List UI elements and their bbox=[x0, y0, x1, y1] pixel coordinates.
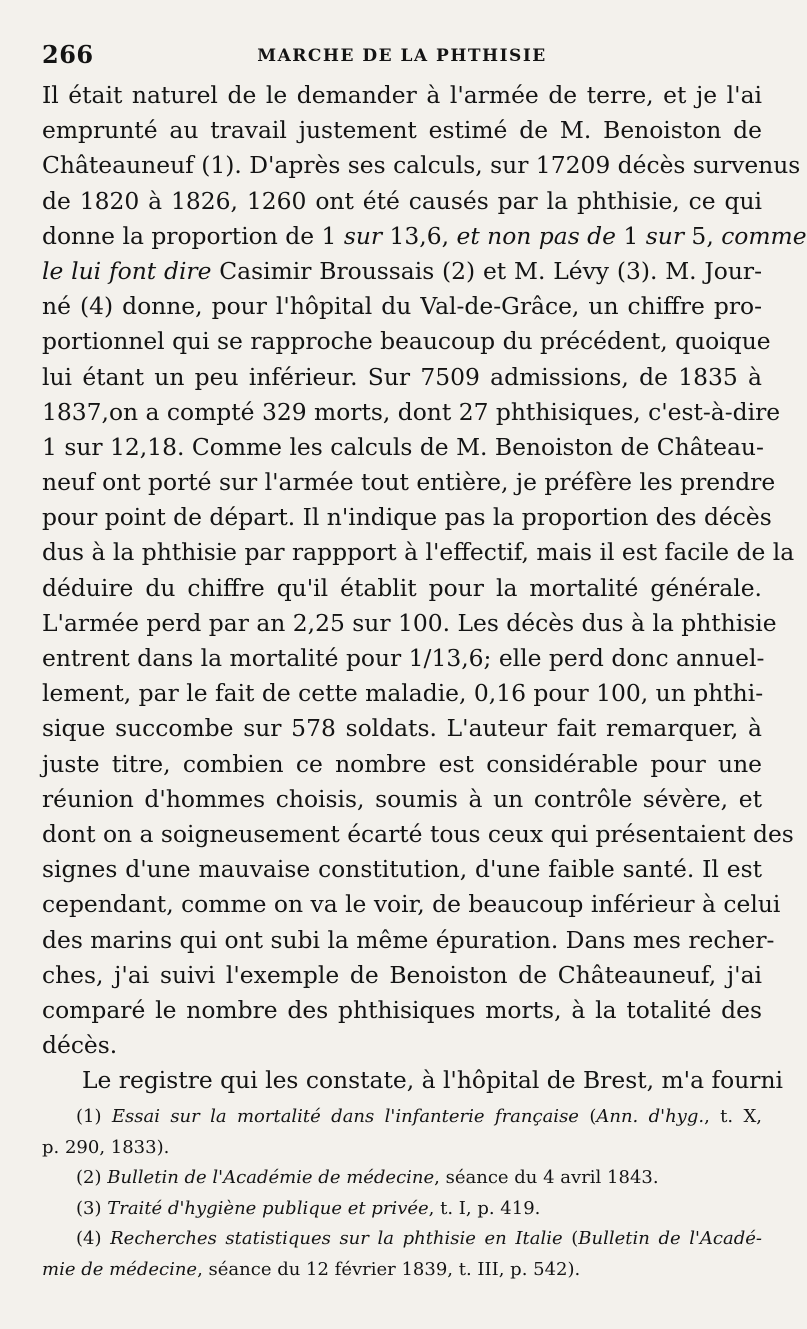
text-run: 1 bbox=[615, 221, 646, 250]
footnote-4 bbox=[42, 1224, 762, 1255]
text-run: , séance du 12 février 1839, t. III, p. 542). bbox=[197, 1258, 581, 1280]
text-line: né (4) donne, pour l'hôpital du Val-de-Grâce, un chiffre pro- bbox=[42, 292, 762, 321]
text-run: , t. I, p. 419. bbox=[428, 1197, 541, 1219]
text-run: (3) bbox=[76, 1197, 108, 1219]
text-line: portionnel qui se rapproche beaucoup du précédent, quoique bbox=[42, 327, 771, 356]
text-line: Le registre qui les constate, à l'hôpital de Brest, m'a fourni bbox=[82, 1066, 783, 1095]
body-text bbox=[42, 78, 807, 1098]
italic-run: sur bbox=[343, 221, 383, 250]
text-line: lui étant un peu inférieur. Sur 7509 admissions, de 1835 à bbox=[42, 362, 762, 391]
running-head bbox=[42, 36, 762, 76]
italic-run: Traité d'hygiène publique et privée bbox=[107, 1197, 429, 1219]
text-line bbox=[42, 254, 762, 289]
text-line: juste titre, combien ce nombre est considérable pour une bbox=[42, 749, 762, 778]
text-line: cependant, comme on va le voir, de beaucoup inférieur à celui bbox=[42, 890, 781, 919]
text-run: , séance du 4 avril 1843. bbox=[434, 1167, 659, 1189]
italic-run: Bulletin de l'Acadé- bbox=[578, 1228, 762, 1250]
text-line: pour point de départ. Il n'indique pas la proportion des décès bbox=[42, 503, 772, 532]
italic-run: Ann. d'hyg. bbox=[596, 1106, 705, 1128]
text-line bbox=[42, 219, 807, 254]
italic-run: mie de médecine bbox=[42, 1258, 198, 1280]
italic-run: le lui font dire bbox=[42, 256, 212, 285]
footnote-4-continued bbox=[42, 1255, 762, 1286]
text-run: ( bbox=[562, 1228, 579, 1250]
italic-run: Essai sur la mortalité dans l'infanterie française bbox=[111, 1106, 579, 1128]
text-run: ( bbox=[578, 1106, 597, 1128]
text-line: L'armée perd par an 2,25 sur 100. Les décès dus à la phthisie bbox=[42, 608, 777, 637]
text-run: , t. X, bbox=[704, 1106, 763, 1128]
text-run: (1) bbox=[76, 1106, 112, 1128]
page-number: 266 bbox=[42, 40, 94, 69]
text-line: ches, j'ai suivi l'exemple de Benoiston de Châteauneuf, j'ai bbox=[42, 960, 762, 989]
text-line: lement, par le fait de cette maladie, 0,16 pour 100, un phthi- bbox=[42, 679, 764, 708]
italic-run: comme bbox=[721, 221, 807, 250]
text-line: décès. bbox=[42, 1031, 118, 1060]
text-run: 5, bbox=[684, 221, 722, 250]
text-line: Châteauneuf (1). D'après ses calculs, sur 17209 décès survenus bbox=[42, 151, 801, 180]
text-line: comparé le nombre des phthisiques morts, à la totalité des bbox=[42, 995, 762, 1024]
text-line: réunion d'hommes choisis, soumis à un contrôle sévère, et bbox=[42, 784, 762, 813]
footnote-1 bbox=[42, 1102, 762, 1133]
footnote-2 bbox=[42, 1163, 762, 1194]
italic-run: et non pas de bbox=[456, 221, 616, 250]
text-line: déduire du chiffre qu'il établit pour la mortalité générale. bbox=[42, 573, 762, 602]
footnote-3 bbox=[42, 1194, 762, 1225]
text-run: Casimir Broussais (2) et M. Lévy (3). M. Jour- bbox=[211, 256, 762, 285]
text-line: de 1820 à 1826, 1260 ont été causés par la phthisie, ce qui bbox=[42, 186, 762, 215]
italic-run: sur bbox=[645, 221, 684, 250]
text-line: dont on a soigneusement écarté tous ceux qui présentaient des bbox=[42, 819, 794, 848]
text-line: Il était naturel de le demander à l'armée de terre, et je l'ai bbox=[42, 81, 762, 109]
text-line: des marins qui ont subi la même épuration. Dans mes recher- bbox=[42, 925, 775, 954]
text-run: (2) bbox=[76, 1167, 108, 1189]
text-line: signes d'une mauvaise constitution, d'une faible santé. Il est bbox=[42, 855, 762, 884]
running-title: MARCHE DE LA PHTHISIE bbox=[257, 46, 547, 66]
text-line: neuf ont porté sur l'armée tout entière, je préfère les prendre bbox=[42, 468, 776, 497]
text-run: (4) bbox=[76, 1228, 111, 1250]
footnotes bbox=[42, 1102, 762, 1285]
text-line: entrent dans la mortalité pour 1/13,6; elle perd donc annuel- bbox=[42, 644, 765, 672]
italic-run: Recherches statistiques sur la phthisie en Italie bbox=[110, 1228, 563, 1250]
text-line: emprunté au travail justement estimé de M. Benoiston de bbox=[42, 116, 762, 145]
text-run: donne la proportion de 1 bbox=[42, 221, 344, 250]
text-run: 13,6, bbox=[382, 221, 457, 250]
text-line: dus à la phthisie par rappport à l'effectif, mais il est facile de la bbox=[42, 538, 795, 567]
text-line: 1837,on a compté 329 morts, dont 27 phthisiques, c'est-à-dire bbox=[42, 397, 781, 426]
footnote-1-continued: p. 290, 1833). bbox=[42, 1136, 170, 1158]
text-line: 1 sur 12,18. Comme les calculs de M. Benoiston de Château- bbox=[42, 432, 764, 461]
text-line: sique succombe sur 578 soldats. L'auteur fait remarquer, à bbox=[42, 714, 762, 743]
italic-run: Bulletin de l'Académie de médecine bbox=[107, 1167, 435, 1189]
